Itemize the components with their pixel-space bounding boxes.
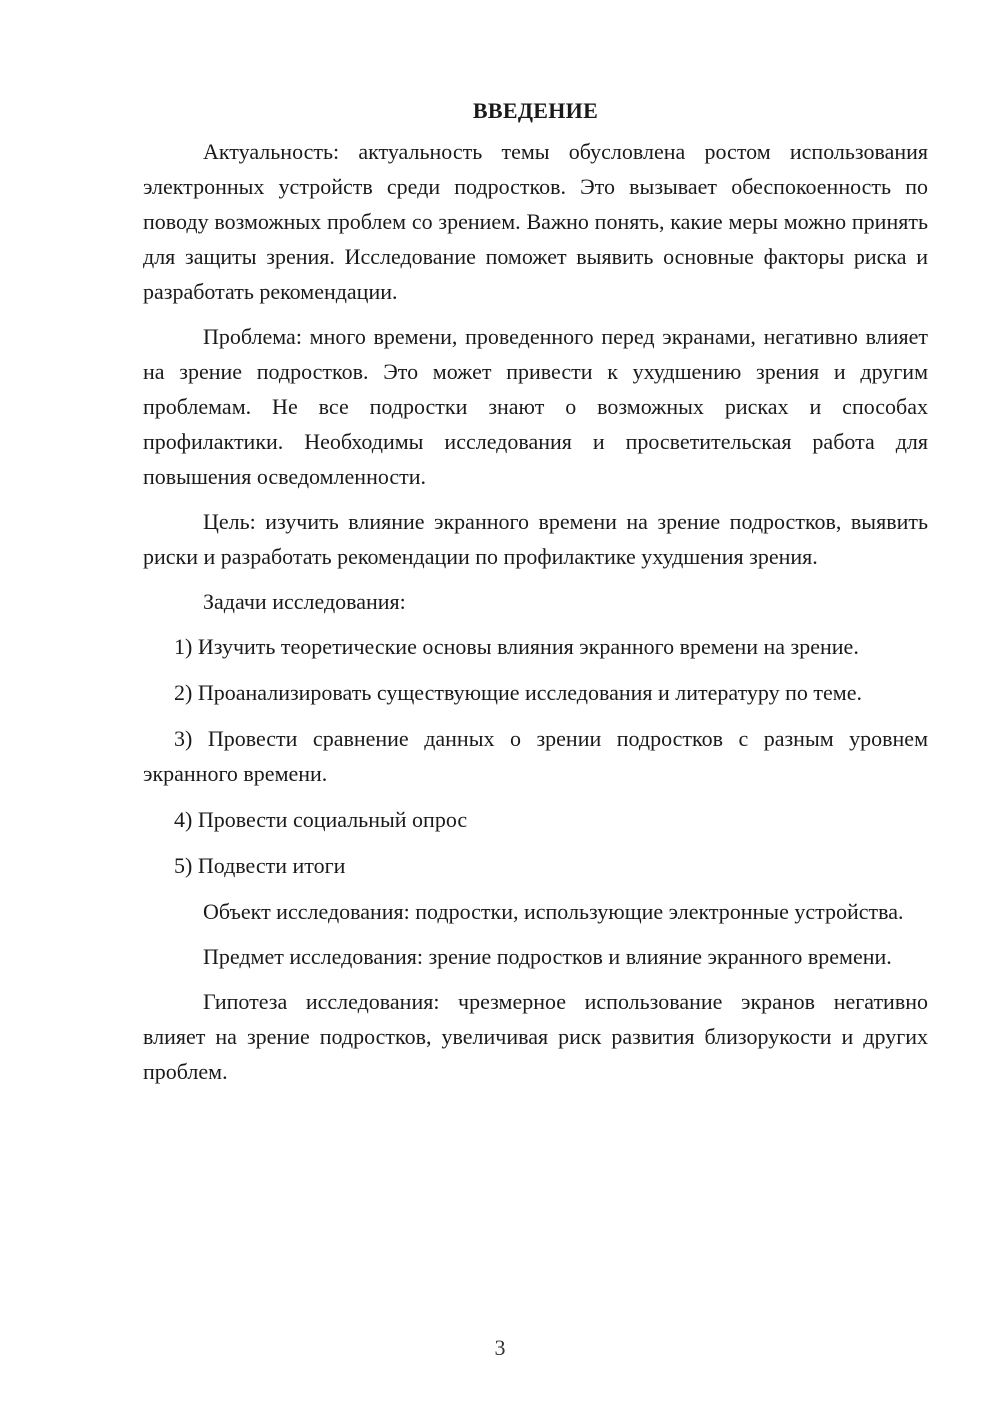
task-item-4: 4) Провести социальный опрос <box>174 807 468 832</box>
task-item-3: 3) Провести сравнение данных о зрении подростков с разным уровнем экранного времени. <box>143 726 928 786</box>
page-number: 3 <box>494 1335 506 1360</box>
task-item-1: 1) Изучить теоретические основы влияния экранного времени на зрение. <box>174 634 859 659</box>
page-title: ВВЕДЕНИЕ <box>472 98 599 123</box>
hypothesis-paragraph: Гипотеза исследования: чрезмерное использование экранов негативно влияет на зрение подростков, увеличивая риск развития близорукости и других проблем. <box>143 989 928 1084</box>
task-item-5: 5) Подвести итоги <box>174 853 346 878</box>
tasks-list <box>143 629 928 883</box>
tasks-title: Задачи исследования: <box>203 589 406 614</box>
relevance-paragraph: Актуальность: актуальность темы обусловлена ростом использования электронных устройств среди подростков. Это вызывает обеспокоенность по поводу возможных проблем со зрением. Важно понять, какие меры можно принять для защиты зрения. Исследование поможет выявить основные факторы риска и разработать рекомендации. <box>143 139 928 304</box>
task-item-2: 2) Проанализировать существующие исследования и литературу по теме. <box>174 680 862 705</box>
subject-paragraph: Предмет исследования: зрение подростков и влияние экранного времени. <box>203 944 892 969</box>
document-page <box>143 93 928 1099</box>
goal-paragraph: Цель: изучить влияние экранного времени на зрение подростков, выявить риски и разработать рекомендации по профилактике ухудшения зрения. <box>143 509 928 569</box>
object-paragraph: Объект исследования: подростки, использующие электронные устройства. <box>203 899 904 924</box>
problem-paragraph: Проблема: много времени, проведенного перед экранами, негативно влияет на зрение подростков. Это может привести к ухудшению зрения и другим проблемам. Не все подростки знают о возможных рисках и способах профилактики. Необходимы исследования и просветительская работа для повышения осведомленности. <box>143 324 928 489</box>
